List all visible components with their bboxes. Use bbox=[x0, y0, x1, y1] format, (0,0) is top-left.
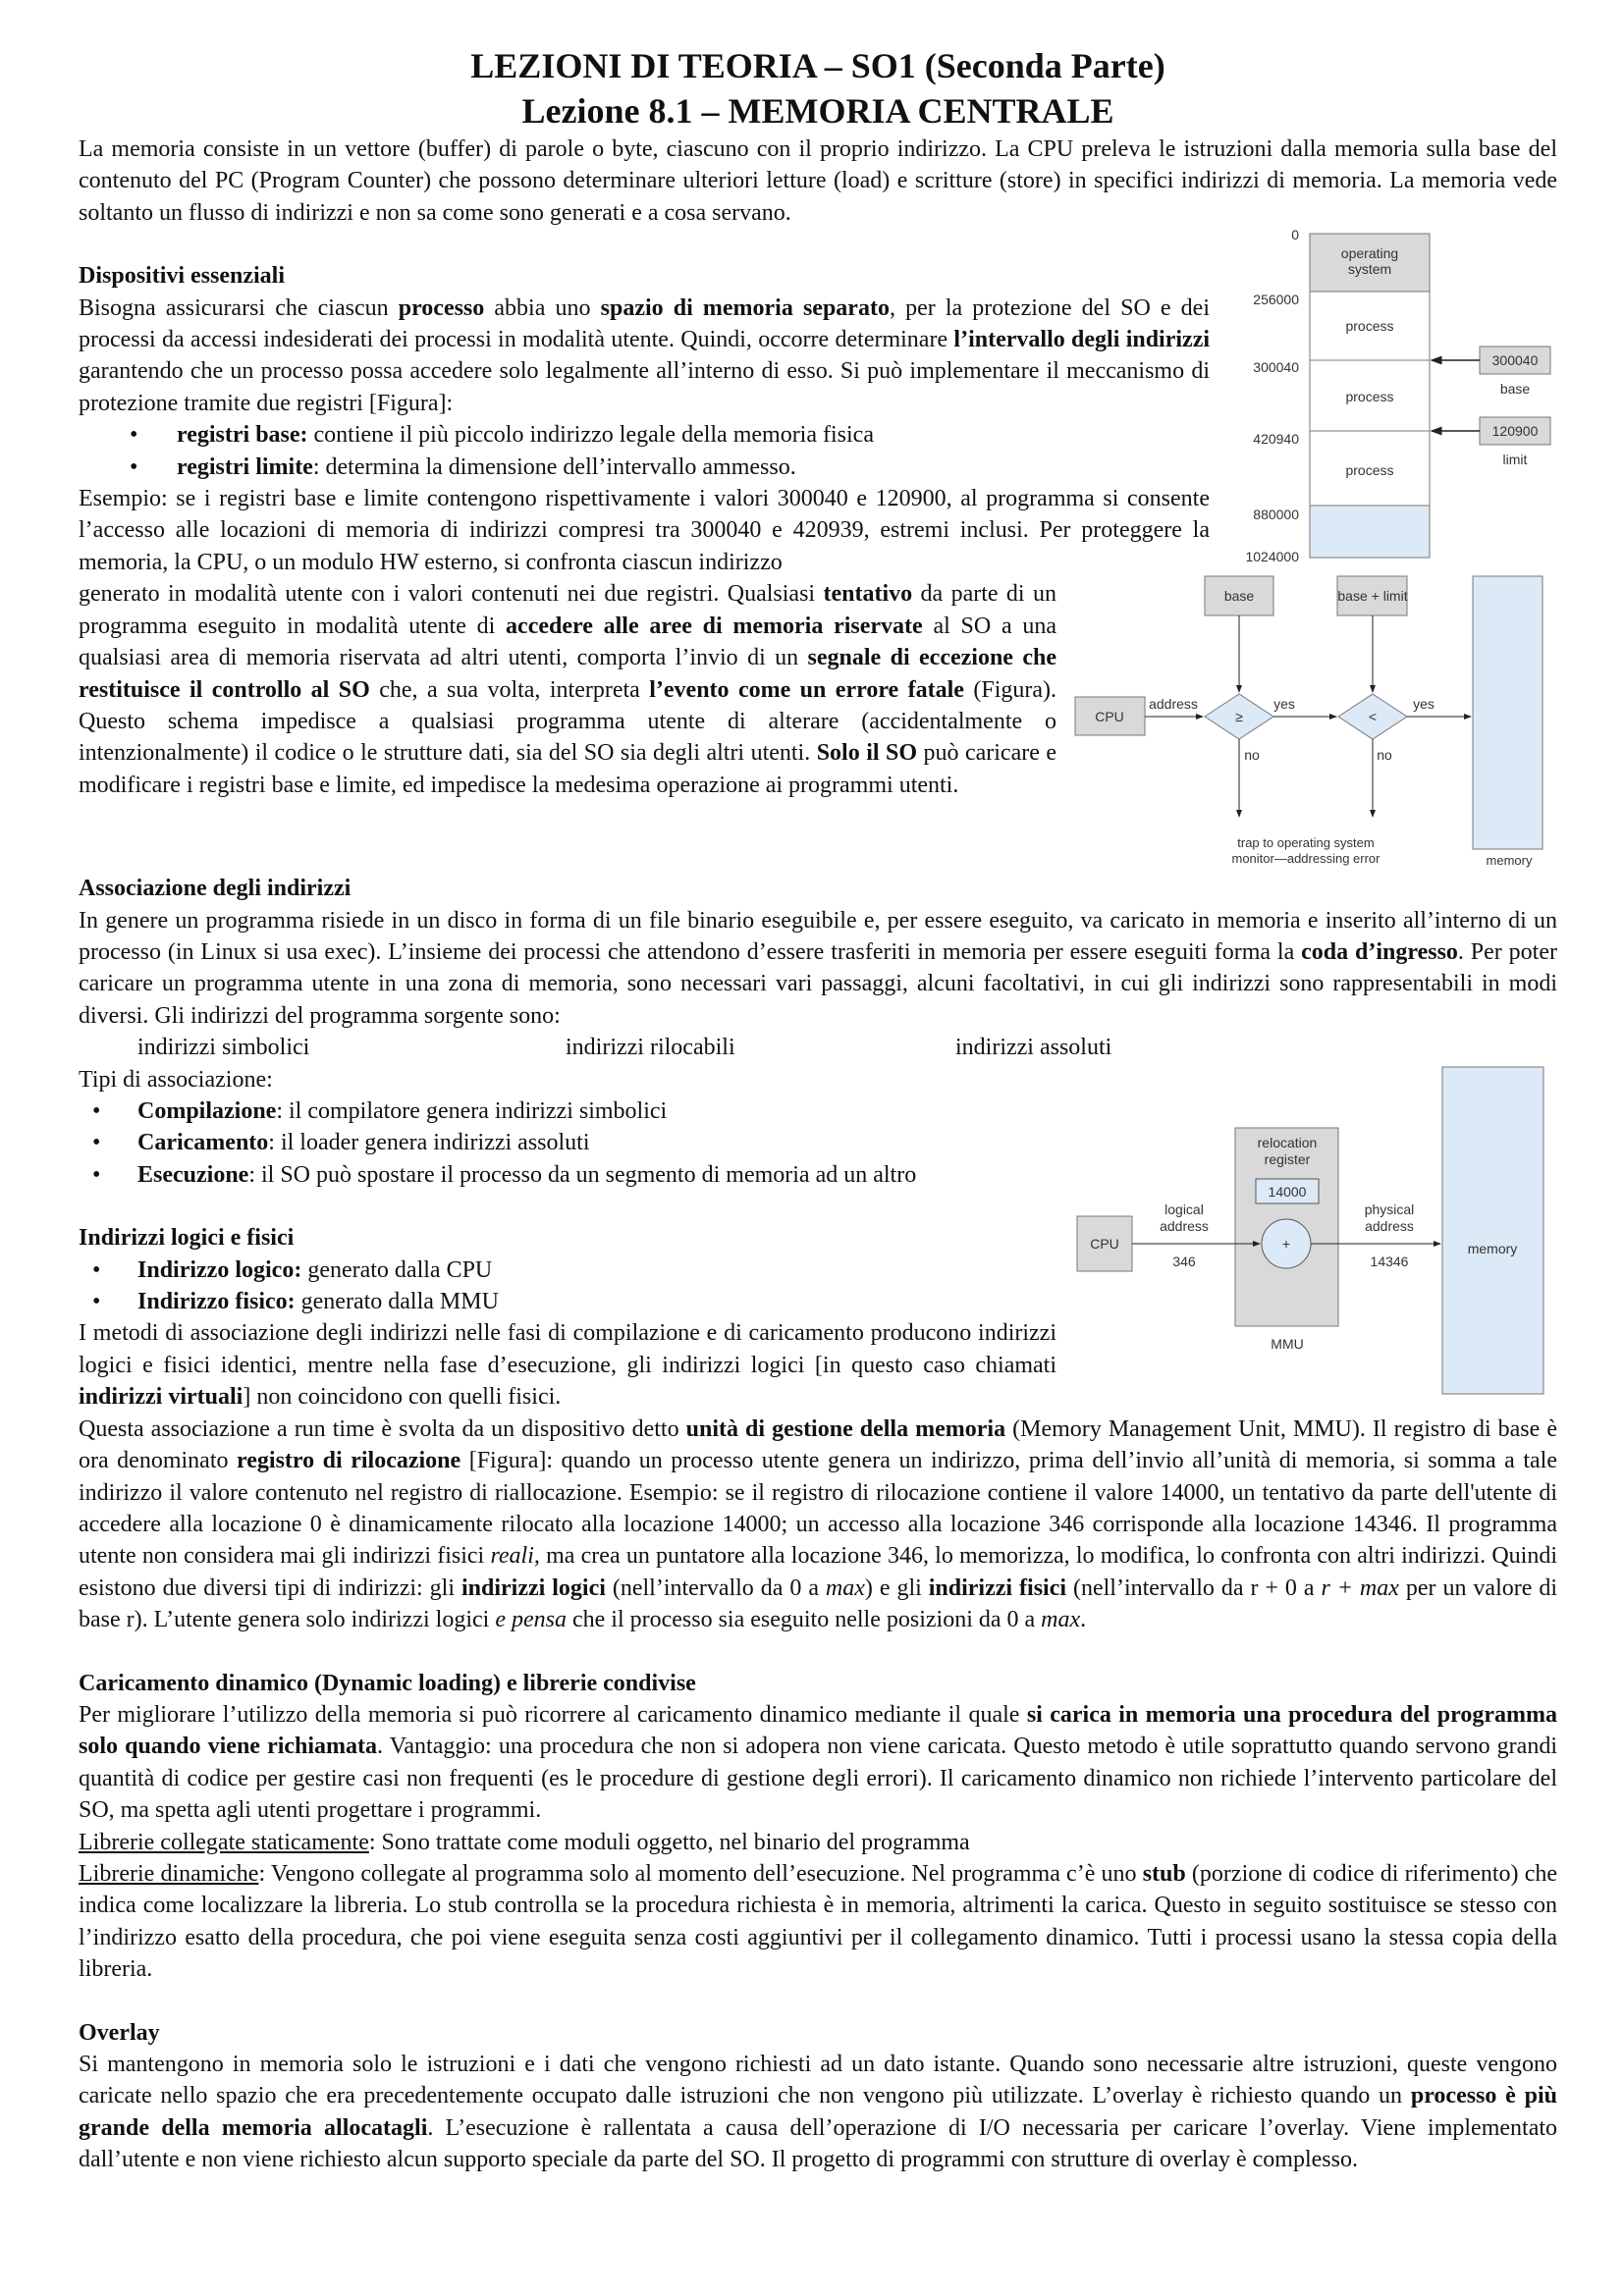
text-run: Per migliorare l’utilizzo della memoria si può ricorrere al caricamento dinamico mediante il quale bbox=[79, 1701, 1027, 1728]
ge-symbol: ≥ bbox=[1235, 709, 1243, 725]
yes-label: yes bbox=[1413, 696, 1435, 713]
process-label: process bbox=[1345, 318, 1394, 335]
text-run: reali, bbox=[490, 1543, 540, 1570]
text-run: In genere un programma risiede in un disco in forma di un file binario eseguibile e, per essere eseguito, va caricato in memoria e inserito all’interno di un processo (in Linux si usa exec). L’insieme dei processi che attendono d’essere trasferiti in memoria per essere eseguiti forma la bbox=[79, 907, 1557, 966]
bullet-item bbox=[79, 1159, 1557, 1191]
text-run: l’intervallo degli indirizzi bbox=[953, 327, 1211, 353]
text-run: (nell’intervallo da r + 0 a bbox=[1066, 1575, 1322, 1601]
cpu-label: CPU bbox=[1095, 709, 1124, 725]
physical-value: 14346 bbox=[1370, 1253, 1409, 1269]
text-run: stub bbox=[1142, 1860, 1186, 1887]
bullet-item bbox=[79, 452, 1557, 483]
text-run: registro di rilocazione bbox=[237, 1448, 461, 1474]
plus-icon: + bbox=[1281, 1235, 1291, 1252]
text-run: garantendo che un processo possa accedere solo legalmente all’interno di esso. Si può implementare il meccanismo di protezione tramite due registri [Figura]: bbox=[79, 358, 1210, 416]
text-run: : il SO può spostare il processo da un segmento di memoria ad un altro bbox=[248, 1161, 917, 1188]
os-label: system bbox=[1347, 261, 1392, 278]
base-label: base bbox=[1223, 588, 1255, 605]
base-limit-label: base + limit bbox=[1337, 588, 1408, 605]
relocation-label: register bbox=[1264, 1150, 1311, 1167]
text-run: spazio di memoria separato bbox=[600, 294, 890, 321]
intro-paragraph bbox=[79, 133, 1557, 229]
text-run: . bbox=[1080, 1607, 1087, 1633]
relocation-label: relocation bbox=[1257, 1134, 1318, 1150]
cpu-label: CPU bbox=[1090, 1235, 1119, 1252]
text-run: Indirizzo fisico: bbox=[137, 1289, 296, 1315]
text-run: da parte di un programma eseguito in modalità utente di bbox=[79, 581, 1056, 639]
text-run: si carica in memoria una procedura del programma solo quando viene richiamata bbox=[79, 1701, 1558, 1760]
text-run: ) e gli bbox=[864, 1575, 929, 1601]
text-run: (Memory Management Unit, MMU). Il registro di base è ora denominato bbox=[79, 1415, 1557, 1474]
overlay-paragraph bbox=[79, 2049, 1557, 2176]
address-label: 1024000 bbox=[1245, 549, 1299, 565]
text-run: Si mantengono in memoria solo le istruzioni e i dati che vengono richiesti ad un dato istante. Quando sono necessarie altre istruzioni, queste vengono caricate nello spazio che era precedentemente occupato dalle istruzioni che non vengono più utilizzate. L’overlay è richiesto quando un bbox=[79, 2052, 1557, 2109]
address-type: indirizzi rilocabili bbox=[566, 1035, 735, 1061]
logical-label: address bbox=[1160, 1217, 1209, 1234]
text-run: e pensa bbox=[495, 1607, 567, 1633]
text-run: coda d’ingresso bbox=[1301, 939, 1458, 966]
text-run: processo è più grande della memoria allocatagli bbox=[79, 2083, 1557, 2141]
text-run: . Per poter caricare un programma utente in una zona di memoria, sono necessari vari passaggi, alcuni facoltativi, in cui gli indirizzi sono rappresentabili in modi diversi. Gli indirizzi del programma sorgente sono: bbox=[79, 939, 1557, 1029]
text-run: : il compilatore genera indirizzi simbolici bbox=[276, 1098, 668, 1125]
text-run: Questa associazione a run time è svolta da un dispositivo detto bbox=[79, 1415, 686, 1442]
text-run: al SO a una qualsiasi area di memoria riservata ad altri utenti, comporta l’invio di un bbox=[79, 613, 1056, 671]
address-label: 880000 bbox=[1253, 507, 1299, 523]
text-run: indirizzi logici bbox=[460, 1575, 606, 1601]
text-run: Librerie collegate staticamente bbox=[79, 1829, 369, 1855]
physical-label: address bbox=[1365, 1217, 1414, 1234]
lesson-title: Lezione 8.1 – MEMORIA CENTRALE bbox=[521, 91, 1114, 131]
mmu-label: MMU bbox=[1271, 1335, 1304, 1352]
text-run: segnale di eccezione che restituisce il controllo al SO bbox=[79, 645, 1056, 703]
base-label: base bbox=[1499, 381, 1531, 398]
figure-hardware-protection bbox=[1070, 572, 1557, 873]
bullet-item bbox=[79, 419, 1557, 451]
register-value: 14000 bbox=[1268, 1183, 1307, 1200]
text-run: tentativo bbox=[823, 581, 913, 608]
section-heading-caricamento: Caricamento dinamico (Dynamic loading) e librerie condivise bbox=[79, 1670, 696, 1696]
text-run: generato in modalità utente con i valori contenuti nei due registri. Qualsiasi bbox=[79, 581, 824, 608]
dispositivi-bullets bbox=[79, 419, 1557, 483]
yes-label: yes bbox=[1273, 696, 1295, 713]
text-run: per un valore di base r). L’utente genera solo indirizzi logici bbox=[79, 1575, 1557, 1633]
bullet-item bbox=[79, 1127, 1557, 1158]
text-run: (porzione di codice di riferimento) che indica come localizzare la libreria. Lo stub controlla se la procedura richiesta è in memoria, altrimenti la carica. Questo in seguito sostituisce se stesso con l’indirizzo esatto della procedura, che poi viene eseguita senza costi aggiuntivi per il collegamento dinamico. Tutti i processi usano la stessa copia della libreria. bbox=[79, 1860, 1558, 1983]
text-run: [Figura]: quando un processo utente genera un indirizzo, prima dell’invio all’unità di memoria, si somma a tale indirizzo il valore contenuto nel registro di riallocazione. Esempio: se il registro di rilocazione contiene il valore 14000, un tentativo da parte dell'utente di accedere alla locazione 0 è dinamicamente rilocato alla locazione 14000; un accesso alla locazione 346 corrisponde alla locazione 14346. Il programma utente non considera mai gli indirizzi fisici bbox=[79, 1448, 1557, 1570]
logical-label: logical bbox=[1164, 1201, 1204, 1217]
text-run: Esempio: se i registri base e limite contengono rispettivamente i valori 300040 e 120900, al programma si consente l’accesso alle locazioni di memoria di indirizzi compresi tra 300040 e 420939, estremi inclusi. Per proteggere la memoria, la CPU, o un modulo HW esterno, si confronta ciascun indirizzo bbox=[79, 486, 1210, 575]
address-label: 420940 bbox=[1253, 431, 1299, 448]
associazione-paragraph bbox=[79, 905, 1557, 1033]
text-run: accedere alle aree di memoria riservate bbox=[506, 613, 923, 639]
text-run: indirizzi fisici bbox=[928, 1575, 1067, 1601]
address-label: 300040 bbox=[1253, 359, 1299, 376]
text-run: La memoria consiste in un vettore (buffer) di parole o byte, ciascuno con il proprio indirizzo. La CPU preleva le istruzioni dalla memoria sulla base del contenuto del PC (Program Counter) che possono determinare ulteriori letture (load) e scritture (store) in specifici indirizzi di memoria. La memoria vede soltanto un flusso di indirizzi e non sa come sono generati e a cosa servano. bbox=[79, 136, 1557, 226]
text-run: contiene il più piccolo indirizzo legale della memoria fisica bbox=[307, 422, 874, 449]
text-run: (nell’intervallo da 0 a bbox=[605, 1575, 826, 1601]
text-run: può caricare e modificare i registri base e limite, ed impedisce la medesima operazione ai programmi utenti. bbox=[79, 740, 1056, 798]
text-run: Indirizzo logico: bbox=[137, 1256, 302, 1283]
text-run: Esecuzione bbox=[137, 1161, 249, 1188]
memory-label: memory bbox=[1486, 853, 1533, 869]
text-run: , per la protezione del SO e dei processi da accessi indesiderati dei processi in modalità utente. Quindi, occorre determinare bbox=[79, 294, 1211, 353]
physical-label: physical bbox=[1364, 1201, 1415, 1217]
memory-label: memory bbox=[1467, 1240, 1518, 1256]
document-title: LEZIONI DI TEORIA – SO1 (Seconda Parte) bbox=[470, 46, 1165, 85]
document-page bbox=[79, 43, 1557, 2176]
static-libraries-line bbox=[79, 1827, 1557, 1858]
text-run: ma crea un puntatore alla locazione 346, lo memorizza, lo modifica, lo confronta con altri indirizzi. Quindi esistono due diversi tipi di indirizzi: gli bbox=[79, 1543, 1557, 1601]
text-run: (Figura). Questo schema impedisce a qualsiasi programma utente di alterare (accidentalmente o intenzionalmente) il codice o le strutture dati, sia del SO sia degli altri utenti. bbox=[79, 676, 1057, 767]
no-label: no bbox=[1244, 747, 1260, 764]
memory-block bbox=[1473, 576, 1543, 849]
section-heading-logici: Indirizzi logici e fisici bbox=[79, 1225, 295, 1252]
text-run: indirizzi virtuali bbox=[79, 1384, 244, 1411]
process-label: process bbox=[1345, 462, 1394, 479]
text-run: max bbox=[825, 1575, 865, 1601]
process-label: process bbox=[1345, 389, 1394, 405]
text-run: Librerie dinamiche bbox=[79, 1860, 259, 1887]
text-run: processo bbox=[398, 294, 485, 321]
no-label: no bbox=[1377, 747, 1392, 764]
bullet-item bbox=[79, 1286, 1557, 1317]
address-label: 0 bbox=[1291, 229, 1299, 243]
text-run: : Sono trattate come moduli oggetto, nel binario del programma bbox=[368, 1829, 970, 1855]
logical-value: 346 bbox=[1172, 1253, 1196, 1269]
text-run: Compilazione bbox=[137, 1098, 277, 1125]
address-type: indirizzi assoluti bbox=[955, 1035, 1112, 1061]
text-run: . Vantaggio: una procedura che non si adopera non viene caricata. Questo metodo è utile soprattutto quando servono grandi quantità di codice per gestire casi non frequenti (es le procedure di gestione degli errori). Il caricamento dinamico non richiede l’intervento particolare del SO, ma spetta agli utenti progettare i programmi. bbox=[79, 1734, 1557, 1824]
os-label: operating bbox=[1340, 245, 1399, 262]
section-heading-associazione: Associazione degli indirizzi bbox=[79, 876, 352, 902]
text-run: abbia uno bbox=[484, 294, 601, 321]
types-label: Tipi di associazione: bbox=[79, 1066, 273, 1093]
text-run: I metodi di associazione degli indirizzi nelle fasi di compilazione e di caricamento producono indirizzi logici e fisici identici, mentre nella fase d’esecuzione, gli indirizzi logici [in questo caso chiamati bbox=[79, 1320, 1056, 1378]
figure-memory-layout bbox=[1223, 229, 1557, 572]
trap-label: trap to operating system bbox=[1237, 835, 1375, 851]
text-run: generato dalla MMU bbox=[295, 1289, 499, 1315]
address-types-row bbox=[79, 1032, 1557, 1063]
address-label: 256000 bbox=[1253, 292, 1299, 308]
bullet-item bbox=[79, 1255, 1557, 1286]
trap-label: monitor—addressing error bbox=[1231, 851, 1380, 867]
limit-value: 120900 bbox=[1491, 423, 1539, 440]
text-run: registri base: bbox=[177, 422, 308, 449]
text-run: registri limite bbox=[177, 454, 313, 480]
section-heading-dispositivi: Dispositivi essenziali bbox=[79, 263, 286, 290]
text-run: : Vengono collegate al programma solo al momento dell’esecuzione. Nel programma c’è uno bbox=[258, 1860, 1143, 1887]
limit-label: limit bbox=[1502, 452, 1528, 468]
address-label: address bbox=[1149, 696, 1198, 713]
base-value: 300040 bbox=[1491, 352, 1539, 369]
bullet-item bbox=[79, 1095, 1557, 1127]
text-run: ] non coincidono con quelli fisici. bbox=[243, 1384, 562, 1411]
text-run: max bbox=[1041, 1607, 1081, 1633]
text-run: l’evento come un errore fatale bbox=[649, 676, 964, 703]
text-run: che il processo sia eseguito nelle posizioni da 0 a bbox=[566, 1607, 1042, 1633]
associazione-bullets bbox=[79, 1095, 1557, 1191]
text-run: Bisogna assicurarsi che ciascun bbox=[79, 294, 399, 321]
text-run: . L’esecuzione è rallentata a causa dell’operazione di I/O necessaria per caricare l’overlay. Viene implementato dall’utente e non viene richiesto alcun supporto speciale da parte del SO. Il progetto di programmi con strutture di overlay è complesso. bbox=[79, 2114, 1558, 2173]
dynamic-libraries-paragraph bbox=[79, 1858, 1557, 1986]
text-run: : il loader genera indirizzi assoluti bbox=[268, 1130, 590, 1156]
text-run: r + max bbox=[1321, 1575, 1399, 1601]
text-run: che, a sua volta, interpreta bbox=[369, 676, 650, 703]
text-run: Solo il SO bbox=[816, 740, 918, 767]
address-type: indirizzi simbolici bbox=[137, 1035, 310, 1061]
lt-symbol: < bbox=[1368, 709, 1378, 725]
section-heading-overlay: Overlay bbox=[79, 2019, 160, 2046]
caricamento-paragraph bbox=[79, 1699, 1557, 1827]
text-run: unità di gestione della memoria bbox=[685, 1415, 1006, 1442]
logici-bullets bbox=[79, 1255, 1557, 1318]
text-run: Caricamento bbox=[137, 1130, 269, 1156]
text-run: : determina la dimensione dell’intervallo ammesso. bbox=[312, 454, 796, 480]
mmu-paragraph bbox=[79, 1414, 1557, 1636]
text-run: generato dalla CPU bbox=[301, 1256, 493, 1283]
free-block bbox=[1310, 506, 1430, 558]
